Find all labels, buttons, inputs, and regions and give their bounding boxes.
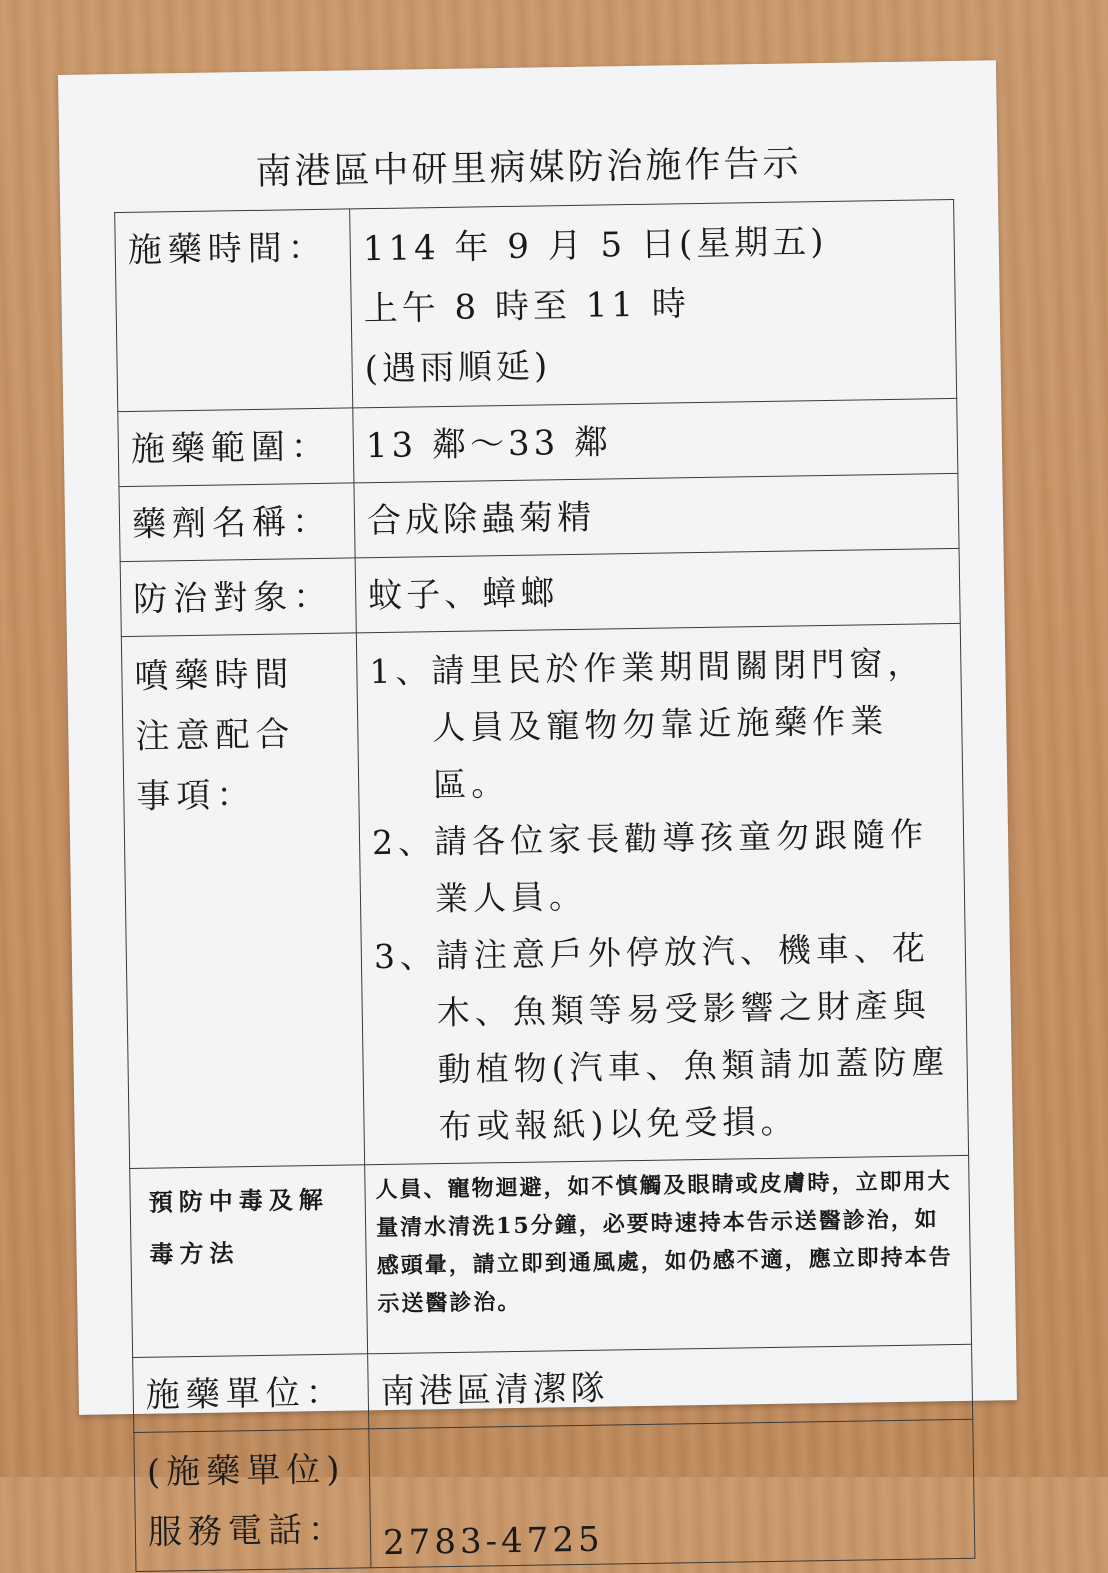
cautions-label-line-3: 事項：: [136, 774, 257, 817]
cautions-label-line-1: 噴藥時間: [134, 654, 295, 697]
row-service-phone: [134, 1419, 975, 1571]
caution-text: 請里民於作業期間關閉門窗，人員及寵物勿靠近施藥作業區。: [431, 643, 926, 805]
cautions-list: [356, 623, 968, 1164]
caution-text: 請注意戶外停放汽、機車、花木、魚類等易受影響之財產與動植物(汽車、魚類請加蓋防塵布或報紙)以免受損。: [435, 928, 950, 1147]
antidote-text: 人員、寵物迴避，如不慎觸及眼睛或皮膚時，立即用大量清水清洗15分鐘，必要時速持本告示送醫診治，如感頭暈，請立即到通風處，如仍感不適，應立即持本告示送醫診治。: [365, 1155, 972, 1353]
service-phone-label-line-1: (施藥單位): [146, 1449, 346, 1493]
notice-paper: [58, 60, 1017, 1564]
application-date: 114 年 9 月 5 日(星期五): [362, 221, 828, 270]
cautions-label: [121, 633, 364, 1169]
agent-name-value: 合成除蟲菊精: [354, 473, 959, 557]
caution-item: [369, 634, 963, 814]
caution-number: 1、: [369, 651, 434, 692]
caution-text: 請各位家長勸導孩童勿跟隨作業人員。: [433, 814, 929, 919]
row-application-time: [115, 199, 957, 411]
row-application-unit: [133, 1344, 973, 1432]
notice-title: 南港區中研里病媒防治施作告示: [255, 143, 802, 193]
caution-item: [372, 805, 965, 928]
row-cautions: [121, 623, 968, 1168]
application-unit-label: 施藥單位：: [133, 1354, 369, 1433]
row-agent-name: [119, 473, 959, 561]
caution-number: 2、: [371, 822, 437, 863]
row-application-range: [118, 398, 958, 486]
application-time-value: [350, 199, 957, 407]
pest-target-label: 防治對象：: [120, 558, 356, 637]
application-unit-value: 南港區清潔隊: [368, 1344, 973, 1428]
cautions-label-line-2: 注意配合: [135, 714, 296, 757]
antidote-label: 預防中毒及解毒方法: [130, 1165, 368, 1358]
caution-number: 3、: [373, 936, 439, 977]
application-time-label: 施藥時間：: [115, 209, 353, 412]
row-antidote: [130, 1155, 972, 1357]
agent-name-label: 藥劑名稱：: [119, 483, 355, 562]
service-phone-label: [134, 1429, 371, 1572]
service-phone-label-line-2: 服務電話：: [147, 1509, 349, 1553]
application-range-label: 施藥範圍：: [118, 408, 354, 487]
application-range-value: 13 鄰～33 鄰: [353, 398, 958, 482]
caution-item: [373, 919, 968, 1156]
notice-table: [114, 199, 975, 1572]
service-phone-value: 2783-4725: [369, 1419, 975, 1567]
pest-target-value: 蚊子、蟑螂: [355, 548, 960, 632]
row-pest-target: [120, 548, 960, 636]
rain-postpone-note: (遇雨順延): [364, 346, 552, 390]
application-hours: 上午 8 時至 11 時: [363, 284, 691, 330]
